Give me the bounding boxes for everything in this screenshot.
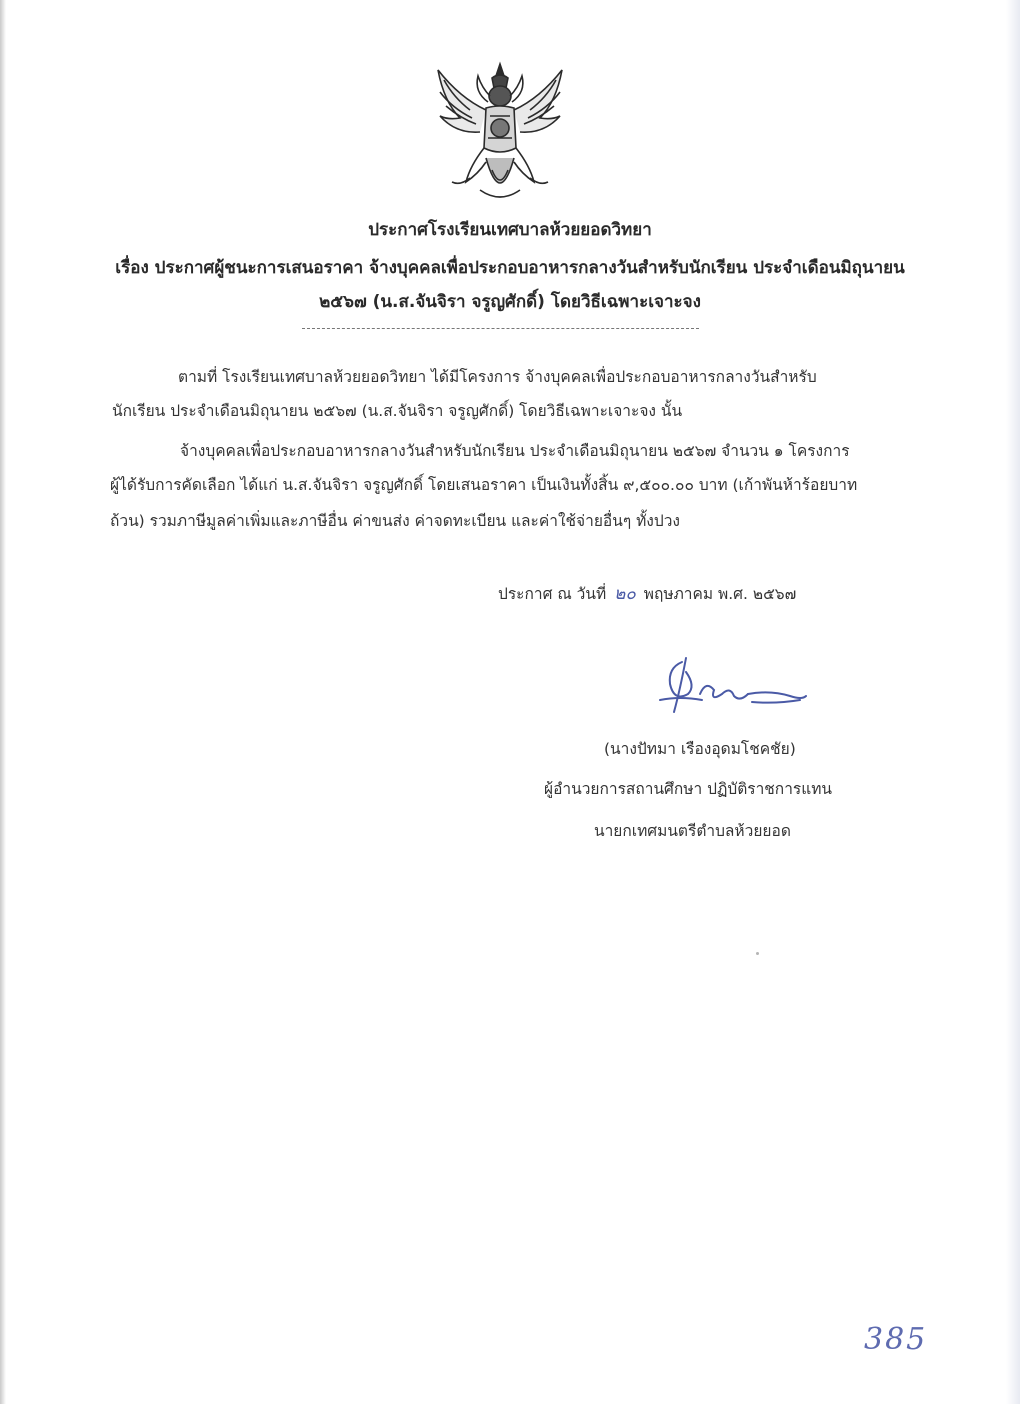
announcement-subject-line2: ๒๕๖๗ (น.ส.จันจิรา จรูญศักดิ์) โดยวิธีเฉพาะเจาะจง (319, 292, 701, 312)
body-line-3: จ้างบุคคลเพื่อประกอบอาหารกลางวันสำหรับนักเรียน ประจำเดือนมิถุนายน ๒๕๖๗ จำนวน ๑ โครงการ (180, 442, 850, 460)
body-line-4: ผู้ได้รับการคัดเลือก ได้แก่ น.ส.จันจิรา จรูญศักดิ์ โดยเสนอราคา เป็นเงินทั้งสิ้น ๙,๕๐๐.๐๐ บาท (เก้าพันห้าร้อยบาท (110, 476, 858, 494)
dashed-divider (302, 328, 699, 329)
signatory-position-2: นายกเทศมนตรีตำบลห้วยยอด (594, 822, 791, 840)
body-line-2: นักเรียน ประจำเดือนมิถุนายน ๒๕๖๗ (น.ส.จันจิรา จรูญศักดิ์) โดยวิธีเฉพาะเจาะจง นั้น (112, 402, 683, 420)
date-prefix: ประกาศ ณ วันที่ (498, 585, 607, 603)
handwritten-page-number: 385 (864, 1322, 928, 1357)
body-line-1: ตามที่ โรงเรียนเทศบาลห้วยยอดวิทยา ได้มีโครงการ จ้างบุคคลเพื่อประกอบอาหารกลางวันสำหรับ (178, 368, 817, 386)
scan-edge-left (0, 0, 6, 1404)
scan-edge-right (1006, 0, 1020, 1404)
signatory-position-1: ผู้อำนวยการสถานศึกษา ปฏิบัติราชการแทน (544, 780, 833, 798)
announcement-subject-line1: เรื่อง ประกาศผู้ชนะการเสนอราคา จ้างบุคคลเพื่อประกอบอาหารกลางวันสำหรับนักเรียน ประจำเดือนมิถุนายน (115, 258, 905, 278)
date-month-year: พฤษภาคม พ.ศ. ๒๕๖๗ (643, 585, 797, 603)
handwritten-day: ๒๐ (614, 584, 636, 604)
garuda-emblem-icon (430, 58, 570, 208)
signatory-name: (นางปัทมา เรืองอุดมโชคชัย) (604, 740, 796, 758)
handwritten-signature (640, 650, 810, 725)
announcement-date (498, 580, 796, 607)
scan-speck (756, 952, 759, 955)
body-line-5: ถ้วน) รวมภาษีมูลค่าเพิ่มและภาษีอื่น ค่าขนส่ง ค่าจดทะเบียน และค่าใช้จ่ายอื่นๆ ทั้งปวง (110, 512, 680, 530)
announcement-title: ประกาศโรงเรียนเทศบาลห้วยยอดวิทยา (368, 220, 652, 240)
